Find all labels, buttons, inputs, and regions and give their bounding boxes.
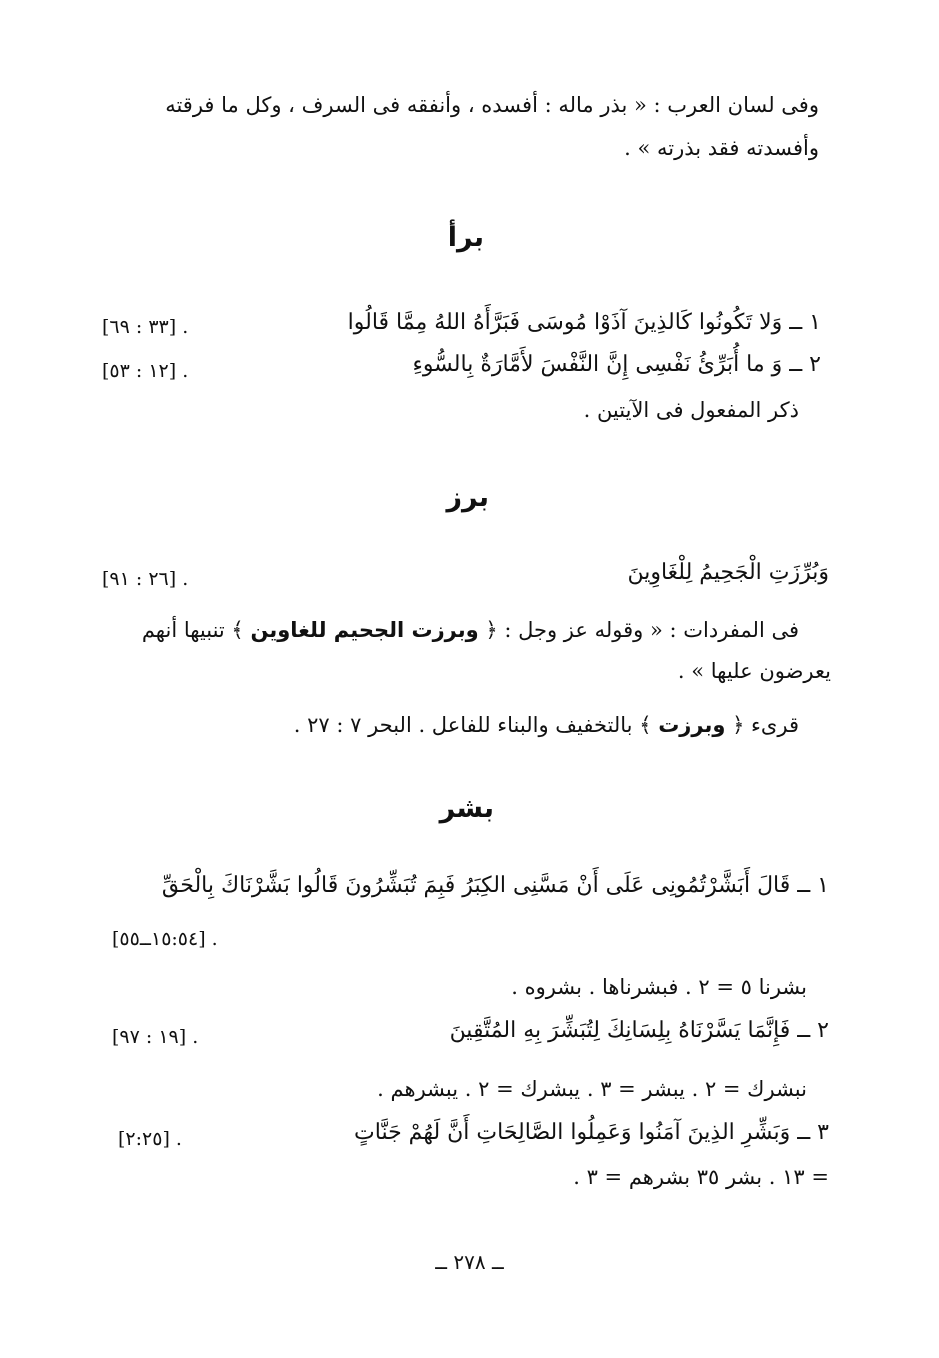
- note-baraz-2-post: ﴾ بالتخفيف والبناء للفاعل . البحر ٧ : ٢٧ .: [293, 713, 652, 737]
- verse-bashar-3: ٣ ــ وَبَشِّرِ الذِينَ آمَنُوا وَعَمِلُوا الصَّالِحَاتِ أَنَّ لَهُمْ جَنَّاتٍ: [354, 1120, 829, 1145]
- note-baraz-1-pre: فى المفردات : « وقوله عز وجل : ﴿: [485, 618, 799, 642]
- note-baraz-2: [294, 710, 799, 740]
- section-heading-baraz: برز: [446, 482, 489, 513]
- verse-bara-2: ٢ ــ وَ ما أُبَرِّئُ نَفْسِى إِنَّ النَّفْسَ لأَمَّارَةٌ بِالسُّوءِ: [412, 352, 821, 377]
- note-bashar-3: = ١٣ . بشر ٣٥ بشرهم = ٣ .: [573, 1165, 829, 1189]
- verse-ref-bara-1: [٣٣ : ٦٩] .: [102, 316, 189, 338]
- intro-line-2: وأفسدته فقد بذرته » .: [624, 136, 819, 160]
- section-heading-bashar: بشر: [439, 793, 494, 824]
- verse-ref-baraz: [٢٦ : ٩١] .: [102, 568, 189, 590]
- verse-baraz: وَبُرِّزَتِ الْجَحِيمُ لِلْغَاوِينَ: [627, 560, 829, 585]
- verse-ref-bara-2: [١٢ : ٥٣] .: [102, 360, 189, 382]
- verse-bara-1: ١ ــ وَلا تَكُونُوا كَالذِينَ آذَوْا مُوسَى فَبَرَّأَهُ اللهُ مِمَّا قَالُوا: [347, 310, 821, 335]
- intro-line-1: وفى لسان العرب : « بذر ماله : أفسده ، وأنفقه فى السرف ، وكل ما فرقته: [165, 93, 819, 117]
- verse-ref-bashar-2: [١٩ : ٩٧] .: [112, 1026, 199, 1048]
- section-heading-bara: برأ: [447, 222, 484, 253]
- note-baraz-1: [142, 615, 799, 645]
- note-baraz-1-post: ﴾ تنبيها أنهم: [141, 618, 244, 642]
- verse-bashar-2: ٢ ــ فَإِنَّمَا يَسَّرْنَاهُ بِلِسَانِكَ لِتُبَشِّرَ بِهِ المُتَّقِينَ: [449, 1018, 829, 1043]
- verse-ref-bashar-1: [١٥:٥٤ــ٥٥] .: [112, 928, 218, 950]
- note-bashar-2: نبشرك = ٢ . يبشر = ٣ . يبشرك = ٢ . يبشرهم .: [377, 1077, 807, 1101]
- note-baraz-2-quote: وبرزت: [658, 713, 726, 737]
- page-number: ــ ٢٧٨ ــ: [435, 1250, 504, 1274]
- note-bara: ذكر المفعول فى الآيتين .: [583, 398, 799, 422]
- verse-bashar-1: ١ ــ قَالَ أَبَشَّرْتُمُونِى عَلَى أَنْ مَسَّنِى الكِبَرُ فَبِمَ تُبَشِّرُونَ قَالُوا بَشَّرْنَاكَ بِالْحَقِّ: [161, 873, 829, 898]
- note-baraz-1-quote: وبرزت الجحيم للغاوين: [250, 618, 479, 642]
- note-baraz-1-line2: يعرضون عليها » .: [677, 659, 831, 683]
- note-bashar-1: بشرنا ٥ = ٢ . فبشرناها . بشروه .: [511, 975, 807, 999]
- note-baraz-2-pre: قرىء ﴿: [732, 713, 799, 737]
- verse-ref-bashar-3: [٢:٢٥] .: [118, 1128, 182, 1150]
